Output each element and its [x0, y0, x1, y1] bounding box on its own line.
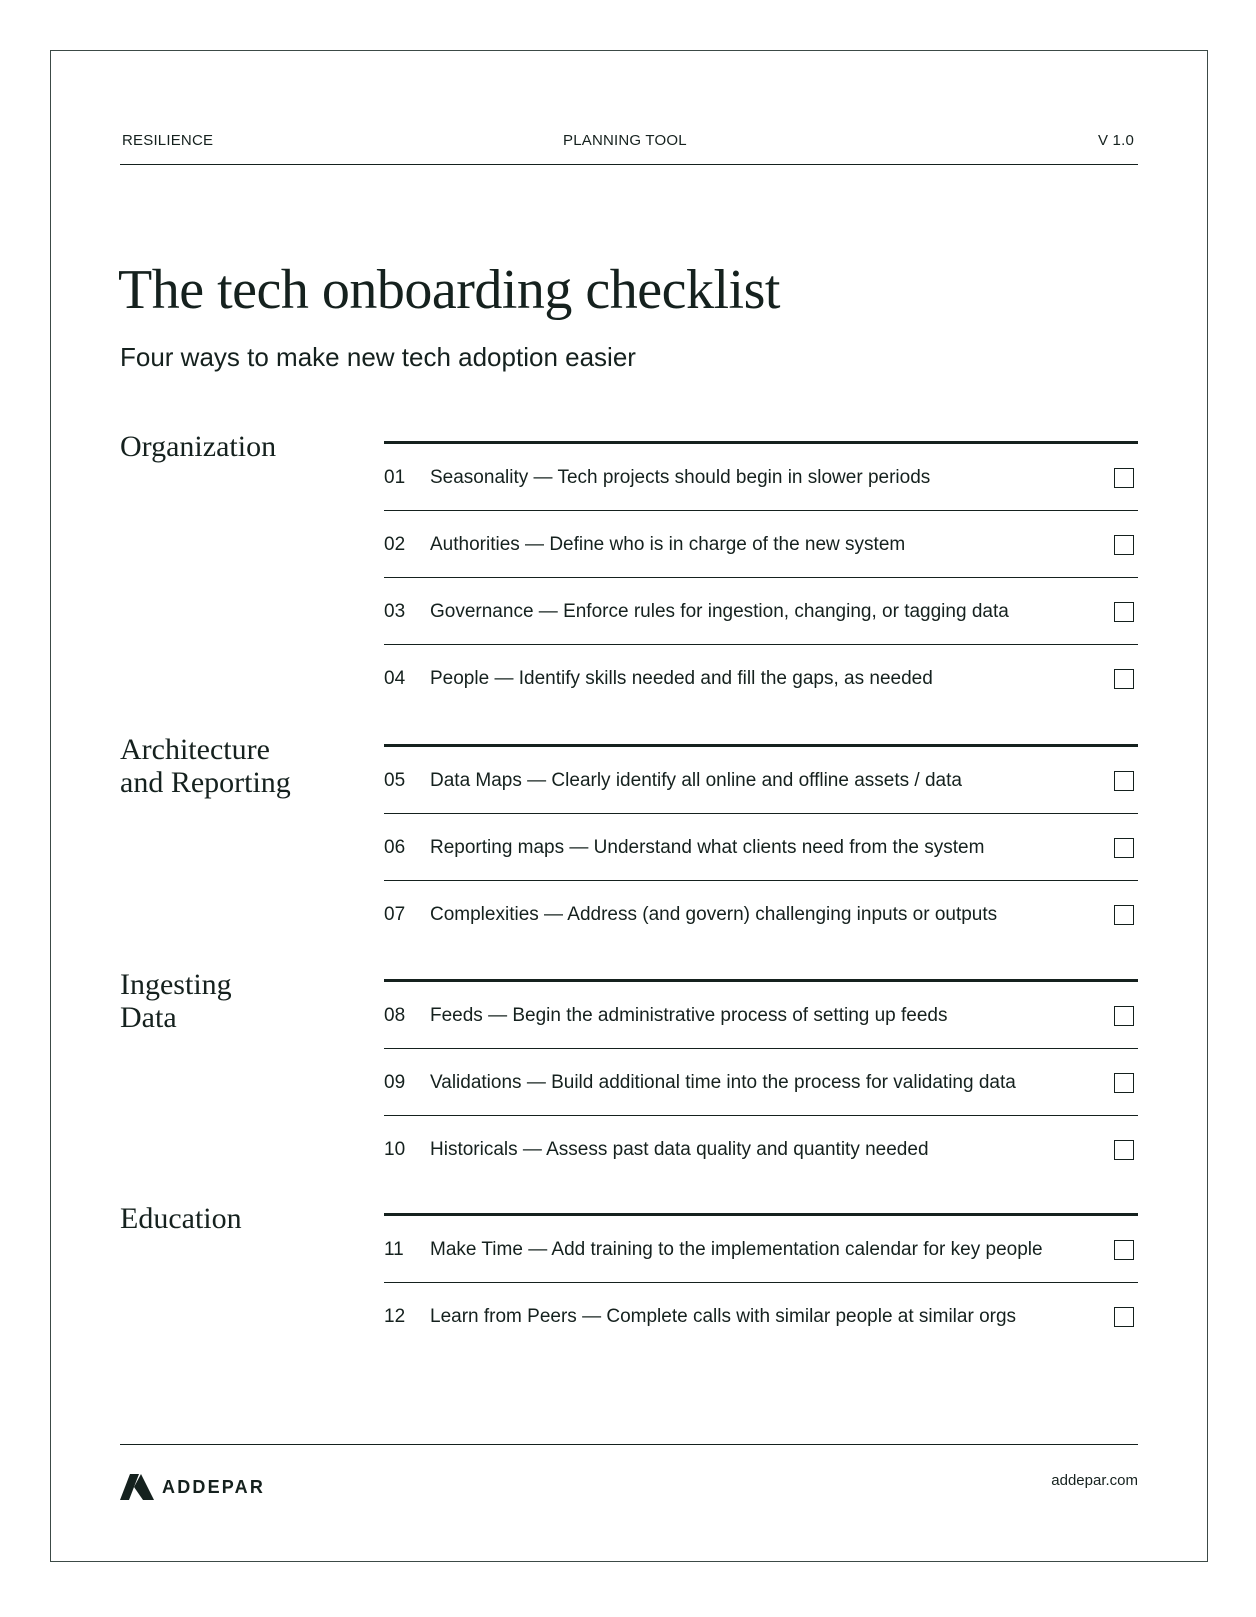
section-title: Organization — [120, 430, 277, 463]
checkbox[interactable] — [1114, 535, 1134, 555]
checklist-item — [384, 1049, 1138, 1116]
checkbox[interactable] — [1114, 669, 1134, 689]
checklist — [384, 979, 1138, 1183]
item-number: 12 — [384, 1306, 406, 1327]
item-number: 06 — [384, 837, 406, 858]
item-text: Learn from Peers — Complete calls with similar people at similar orgs — [430, 1306, 1017, 1327]
checklist — [384, 1213, 1138, 1350]
item-number: 04 — [384, 668, 406, 689]
item-number: 11 — [384, 1239, 404, 1260]
brand-logo[interactable] — [120, 1474, 265, 1500]
item-text: Validations — Build additional time into the process for validating data — [430, 1072, 1016, 1093]
page-title: The tech onboarding checklist — [118, 259, 780, 321]
checklist-item — [384, 645, 1138, 712]
checkbox[interactable] — [1114, 602, 1134, 622]
checklist-item — [384, 511, 1138, 578]
item-text: Data Maps — Clearly identify all online and offline assets / data — [430, 770, 962, 791]
section-title: Architecture and Reporting — [120, 733, 291, 799]
checklist-item — [384, 1283, 1138, 1350]
item-text: Make Time — Add training to the implementation calendar for key people — [430, 1239, 1043, 1260]
checklist-item — [384, 444, 1138, 511]
addepar-logo-icon — [120, 1474, 154, 1500]
checkbox[interactable] — [1114, 468, 1134, 488]
item-text: Feeds — Begin the administrative process of setting up feeds — [430, 1005, 948, 1026]
item-number: 09 — [384, 1072, 406, 1093]
checklist-item — [384, 1116, 1138, 1183]
header-left-label: RESILIENCE — [122, 132, 214, 149]
item-text: Seasonality — Tech projects should begin in slower periods — [430, 467, 931, 488]
item-number: 05 — [384, 770, 406, 791]
checklist — [384, 744, 1138, 948]
checklist-item — [384, 1216, 1138, 1283]
checkbox[interactable] — [1114, 838, 1134, 858]
checklist-item — [384, 982, 1138, 1049]
checklist-item — [384, 814, 1138, 881]
brand-name: ADDEPAR — [162, 1476, 266, 1497]
item-number: 03 — [384, 601, 406, 622]
checkbox[interactable] — [1114, 1307, 1134, 1327]
item-text: Reporting maps — Understand what clients need from the system — [430, 837, 985, 858]
header-center-label: PLANNING TOOL — [563, 132, 687, 149]
checklist-item — [384, 881, 1138, 948]
item-number: 02 — [384, 534, 406, 555]
checkbox[interactable] — [1114, 771, 1134, 791]
item-number: 07 — [384, 904, 406, 925]
item-text: Historicals — Assess past data quality and quantity needed — [430, 1139, 929, 1160]
page-subtitle: Four ways to make new tech adoption easier — [120, 342, 636, 372]
footer-divider — [120, 1444, 1138, 1445]
item-number: 10 — [384, 1139, 406, 1160]
checkbox[interactable] — [1114, 1073, 1134, 1093]
section-title: Ingesting Data — [120, 968, 232, 1034]
item-text: Complexities — Address (and govern) challenging inputs or outputs — [430, 904, 998, 925]
item-text: Governance — Enforce rules for ingestion, changing, or tagging data — [430, 601, 1009, 622]
header-bar — [120, 128, 1138, 165]
checkbox[interactable] — [1114, 905, 1134, 925]
checklist — [384, 441, 1138, 712]
item-number: 08 — [384, 1005, 406, 1026]
version-label: V 1.0 — [1097, 132, 1134, 149]
section-title: Education — [120, 1202, 242, 1235]
website-link[interactable]: addepar.com — [1051, 1472, 1138, 1489]
checkbox[interactable] — [1114, 1240, 1134, 1260]
checklist-item — [384, 747, 1138, 814]
checkbox[interactable] — [1114, 1006, 1134, 1026]
item-text: People — Identify skills needed and fill the gaps, as needed — [430, 668, 933, 689]
item-number: 01 — [384, 467, 406, 488]
item-text: Authorities — Define who is in charge of the new system — [430, 534, 906, 555]
checkbox[interactable] — [1114, 1140, 1134, 1160]
checklist-item — [384, 578, 1138, 645]
